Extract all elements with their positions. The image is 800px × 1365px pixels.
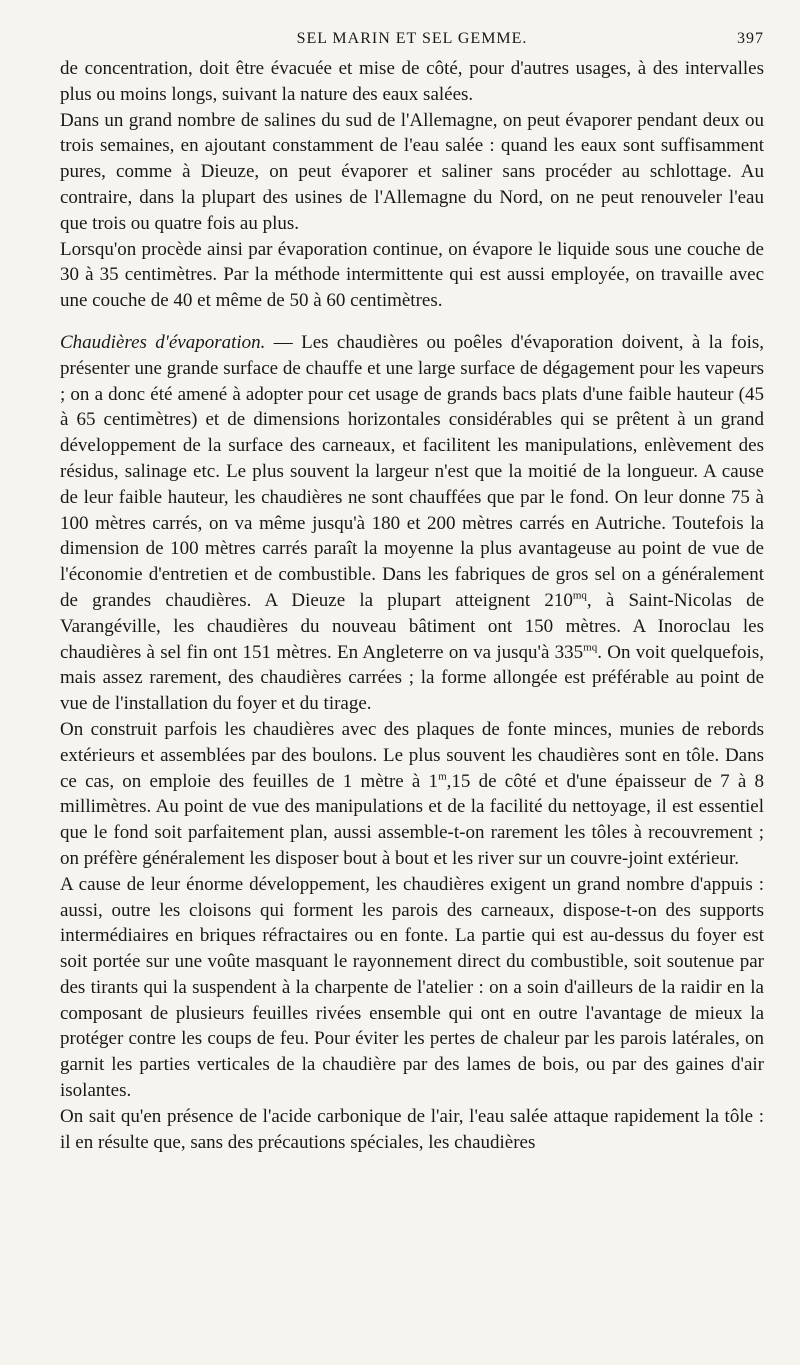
paragraph-continuous-evaporation: Lorsqu'on procède ainsi par évaporation continue, on évapore le liquide sous une couche de 30 à 35 centimètres. Par la méthode intermittente qui est aussi employée, on travaille avec une couche de 40 et même de 50 à 60 centimètres. bbox=[60, 238, 764, 312]
paragraph-text: , à Saint-Nicolas de Varangéville, les chaudières du nouveau bâtiment ont 150 mètres. A Inoroclau les chaudières à sel fin ont 151 mètres. En Angleterre on va jusqu'à 335 bbox=[60, 589, 764, 663]
unit-superscript: mq bbox=[583, 641, 598, 654]
paragraph-corrosion: On sait qu'en présence de l'acide carbonique de l'air, l'eau salée attaque rapidement la tôle : il en résulte que, sans des précautions spéciales, les chaudières bbox=[60, 1105, 764, 1153]
paragraph-text: On construit parfois les chaudières avec des plaques de fonte minces, munies de rebords extérieurs et assemblées par des boulons. Le plus souvent les chaudières sont en tôle. Dans ce cas, on emploie des feuilles de 1 mètre à 1 bbox=[60, 718, 764, 792]
paragraph-text: . On voit quelquefois, mais assez rarement, des chaudières carrées ; la forme allongée est préférable au point de vue de l'installation du foyer et du tirage. bbox=[60, 641, 764, 715]
unit-superscript: mq bbox=[572, 589, 587, 602]
paragraph-boiler-supports: A cause de leur énorme développement, les chaudières exigent un grand nombre d'appuis : aussi, outre les cloisons qui forment les parois des carneaux, dispose-t-on des supports intermédiaires en briques réfractaires ou en fonte. La partie qui est au-dessus du foyer est soit portée sur une voûte masquant le rayonnement direct du combustible, soit soutenue par des tirants qui la suspendent à la charpente de l'atelier : on a soin d'ailleurs de la raidir en la composant de plusieurs feuilles rivées ensemble qui ont en outre l'avantage de mieux la protéger contre les coups de feu. Pour éviter les pertes de chaleur par les parois latérales, on garnit les parties verticales de la chaudière par des lames de bois, ou par des gaines d'air isolantes. bbox=[60, 873, 764, 1102]
paragraph-text: ,15 de côté et d'une épaisseur de 7 à 8 millimètres. Au point de vue des manipulations et de la facilité du nettoyage, il est essentiel que le fond soit parfaitement plan, aussi assemble-t-on rarement les tôles à recouvrement ; on préfère généralement les disposer bout à bout et les river sur un couvre-joint extérieur. bbox=[60, 770, 764, 869]
running-head bbox=[60, 22, 764, 56]
page-number: 397 bbox=[737, 30, 764, 47]
paragraph-evaporation-duration: Dans un grand nombre de salines du sud de l'Allemagne, on peut évaporer pendant deux ou trois semaines, en ajoutant constamment de l'eau salée : quand les eaux sont suffisamment pures, comme à Dieuze, on peut évaporer et saliner sans procéder au schlottage. Au contraire, dans la plupart des usines de l'Allemagne du Nord, on ne peut renouveler l'eau que trois ou quatre fois au plus. bbox=[60, 109, 764, 234]
unit-superscript: m bbox=[438, 770, 447, 783]
running-title: SEL MARIN ET SEL GEMME. bbox=[296, 30, 528, 47]
body-text bbox=[60, 56, 764, 1155]
paragraph-boiler-construction bbox=[60, 717, 764, 872]
section-title: Chaudières d'évaporation. bbox=[60, 331, 266, 353]
paragraph-evaporation-boilers bbox=[60, 330, 764, 717]
paragraph-text: — Les chaudières ou poêles d'évaporation doivent, à la fois, présenter une grande surface de chauffe et une large surface de dégagement pour les vapeurs ; on a donc été amené à adopter pour cet usage de grands bacs plats d'une faible hauteur (45 à 65 centimètres) et de dimensions horizontales considérables qui se prêtent à un grand développement de la surface des carneaux, et facilitent les manipulations, enlèvement des résidus, salinage etc. Le plus souvent la largeur n'est que la moitié de la longueur. A cause de leur faible hauteur, les chaudières ne sont chauffées que par le fond. On leur donne 75 à 100 mètres carrés, on va même jusqu'à 180 et 200 mètres carrés en Autriche. Toutefois la dimension de 100 mètres carrés paraît la moyenne la plus avantageuse au point de vue de l'économie d'entretien et de combustible. Dans les fabriques de gros sel on a généralement de grandes chaudières. A Dieuze la plupart atteignent 210 bbox=[60, 331, 764, 611]
section-spacer bbox=[60, 314, 764, 330]
paragraph-continuation: de concentration, doit être évacuée et mise de côté, pour d'autres usages, à des intervalles plus ou moins longs, suivant la nature des eaux salées. bbox=[60, 58, 764, 105]
